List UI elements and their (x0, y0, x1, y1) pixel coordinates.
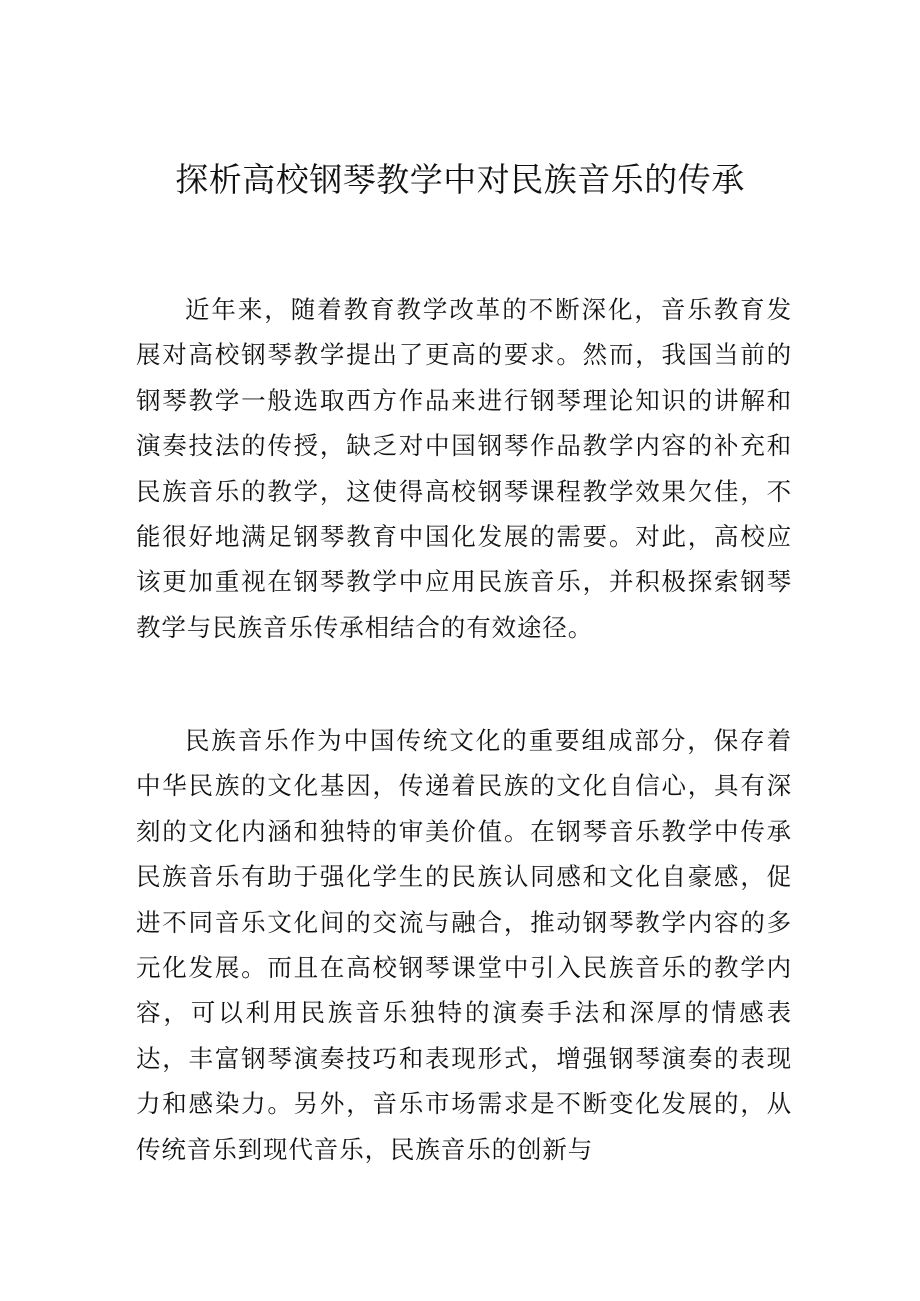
paragraph-1: 近年来，随着教育教学改革的不断深化，音乐教育发展对高校钢琴教学提出了更高的要求。然而，我国当前的钢琴教学一般选取西方作品来进行钢琴理论知识的讲解和演奏技法的传授，缺乏对中国钢琴作品教学内容的补充和民族音乐的教学，这使得高校钢琴课程教学效果欠佳，不能很好地满足钢琴教育中国化发展的需要。对此，高校应该更加重视在钢琴教学中应用民族音乐，并积极探索钢琴教学与民族音乐传承相结合的有效途径。 (136, 295, 792, 642)
paragraph-2: 民族音乐作为中国传统文化的重要组成部分，保存着中华民族的文化基因，传递着民族的文化自信心，具有深刻的文化内涵和独特的审美价值。在钢琴音乐教学中传承民族音乐有助于强化学生的民族认同感和文化自豪感，促进不同音乐文化间的交流与融合，推动钢琴教学内容的多元化发展。而且在高校钢琴课堂中引入民族音乐的教学内容，可以利用民族音乐独特的演奏手法和深厚的情感表达，丰富钢琴演奏技巧和表现形式，增强钢琴演奏的表现力和感染力。另外，音乐市场需求是不断变化发展的，从传统音乐到现代音乐，民族音乐的创新与 (136, 726, 792, 1164)
document-title: 探析高校钢琴教学中对民族音乐的传承 (175, 160, 745, 199)
